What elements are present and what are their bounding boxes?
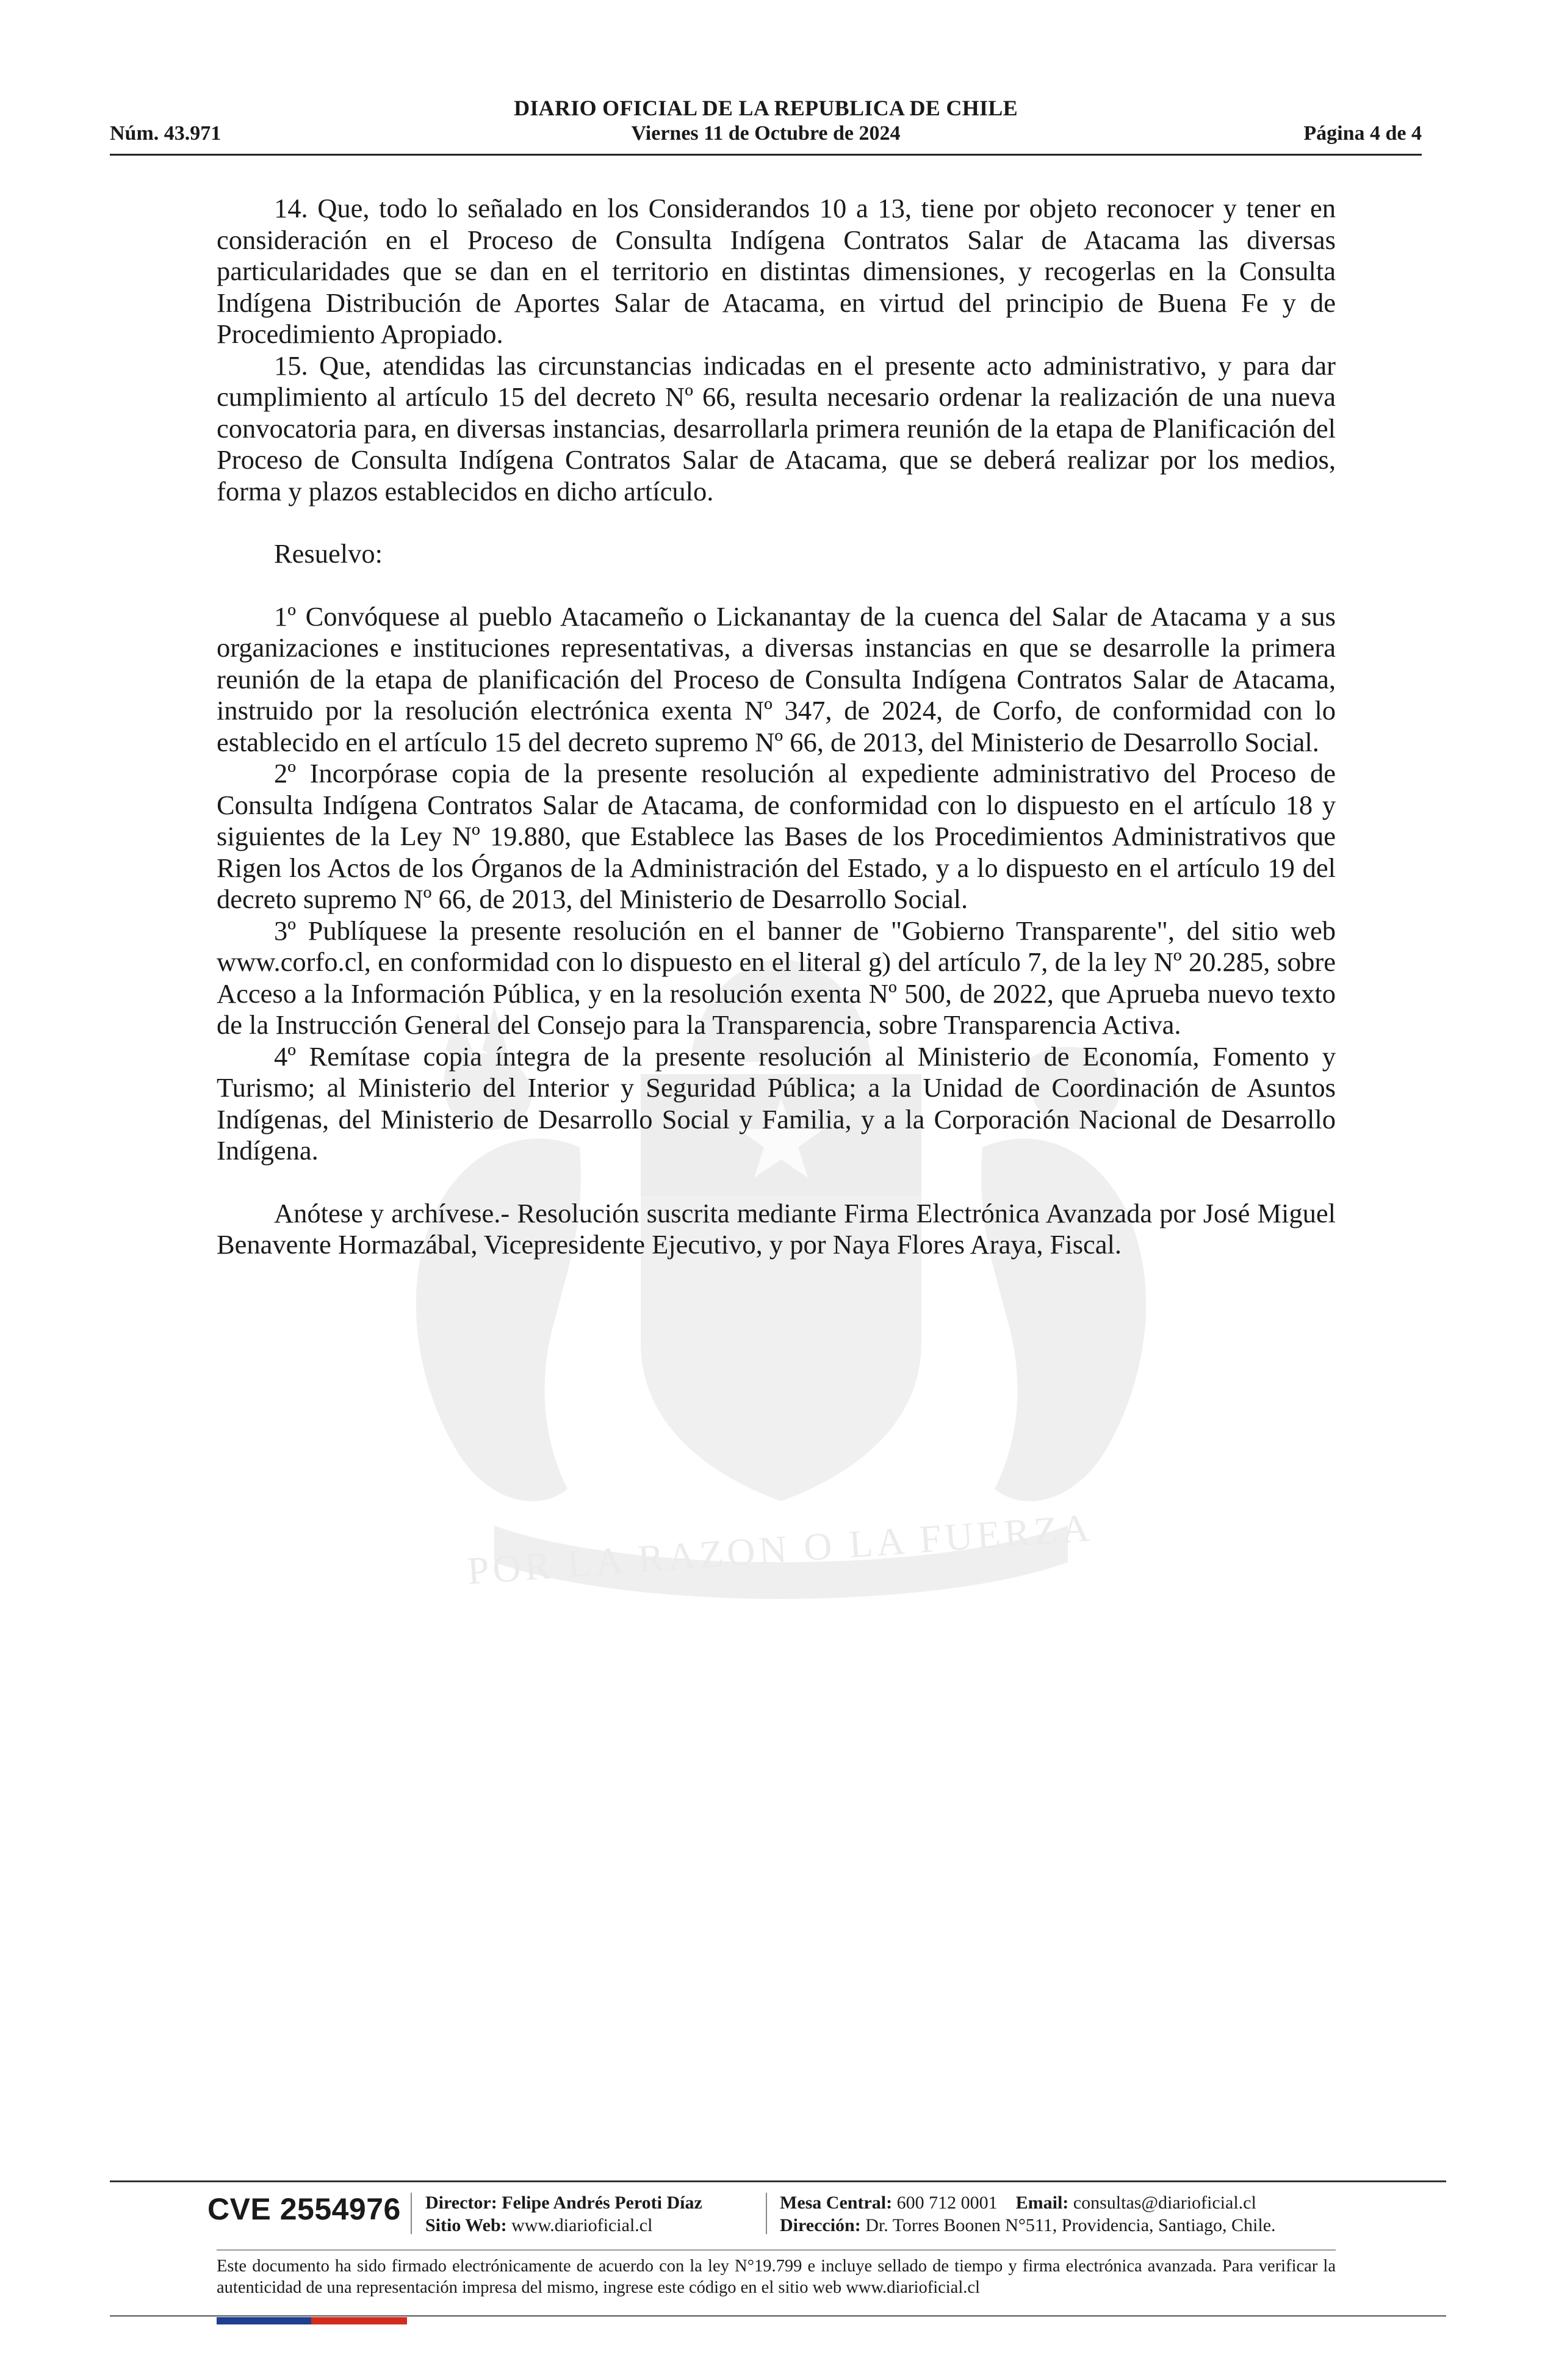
issue-date: Viernes 11 de Octubre de 2024: [631, 122, 901, 145]
director-label: Director:: [425, 2193, 497, 2213]
footer-divider-bottom: [110, 2315, 1446, 2317]
email-address[interactable]: consultas@diarioficial.cl: [1073, 2193, 1256, 2213]
mesa-phone: 600 712 0001: [896, 2193, 998, 2213]
issue-number: Núm. 43.971: [110, 122, 222, 145]
resolution-3: 3º Publíquese la presente resolución en el banner de "Gobierno Transparente", del sitio web www.corfo.cl, en conformidad con lo dispuesto en el literal g) del artículo 7, de la ley Nº 20.285, sobre Acceso a la Información Pública, y en la resolución exenta Nº 500, de 2022, que Aprueba nuevo texto de la Instrucción General del Consejo para la Transparencia, sobre Transparencia Activa.: [217, 915, 1336, 1040]
resolution-1: 1º Convóquese al pueblo Atacameño o Lickanantay de la cuenca del Salar de Atacama y a sus organizaciones e instituciones representativas, a diversas instancias en que se desarrolle la primera reunión de la etapa de planificación del Proceso de Consulta Indígena Contratos Salar de Atacama, instruido por la resolución electrónica exenta Nº 347, de 2024, de Corfo, de conformidad con lo establecido en el artículo 15 del decreto supremo Nº 66, de 2013, del Ministerio de Desarrollo Social.: [217, 600, 1336, 757]
resolution-2: 2º Incorpórase copia de la presente resolución al expediente administrativo del Proceso de Consulta Indígena Contratos Salar de Atacama, de conformidad con lo dispuesto en el artículo 18 y siguientes de la Ley Nº 19.880, que Establece las Bases de los Procedimientos Administrativos que Rigen los Actos de los Órganos de la Administración del Estado, y a lo dispuesto en el artículo 19 del decreto supremo Nº 66, de 2013, del Ministerio de Desarrollo Social.: [217, 758, 1336, 914]
verification-note: Este documento ha sido firmado electrónicamente de acuerdo con la ley N°19.799 e incluye sellado de tiempo y firma electrónica avanzada. Para verificar la autenticidad de una representación impresa del mismo, ingrese este código en el sitio web www.diarioficial.cl: [217, 2257, 1336, 2297]
header-row: [110, 122, 1422, 150]
director-name: Felipe Andrés Peroti Díaz: [502, 2193, 702, 2213]
page-number: Página 4 de 4: [1303, 122, 1422, 145]
mesa-label: Mesa Central:: [780, 2193, 893, 2213]
watermark-motto: POR LA RAZON O LA FUERZA: [466, 1506, 1095, 1593]
site-url[interactable]: www.diarioficial.cl: [511, 2215, 653, 2235]
considerando-14: 14. Que, todo lo señalado en los Considerandos 10 a 13, tiene por objeto reconocer y tener en consideración en el Proceso de Consulta Indígena Contratos Salar de Atacama las diversas particularidades que se dan en el territorio en distintas dimensiones, y recogerlas en la Consulta Indígena Distribución de Aportes Salar de Atacama, en virtud del principio de Buena Fe y de Procedimiento Apropiado.: [217, 193, 1336, 349]
flag-stripe-red: [311, 2317, 407, 2324]
address-label: Dirección:: [780, 2215, 861, 2235]
cve-code: CVE 2554976: [207, 2192, 401, 2226]
document-body: [217, 193, 1336, 1261]
footer-contact-block: [780, 2191, 1276, 2237]
resuelvo-heading: Resuelvo:: [274, 538, 383, 569]
footer-divider-top: [110, 2180, 1446, 2182]
footer-divider-mid: [217, 2249, 1336, 2251]
address-value: Dr. Torres Boonen N°511, Providencia, Santiago, Chile.: [865, 2215, 1276, 2235]
publication-title: DIARIO OFICIAL DE LA REPUBLICA DE CHILE: [514, 96, 1018, 120]
footer-separator: [411, 2193, 412, 2234]
email-label: Email:: [1015, 2193, 1069, 2213]
considerando-15: 15. Que, atendidas las circunstancias indicadas en el presente acto administrativo, y para dar cumplimiento al artículo 15 del decreto Nº 66, resulta necesario ordenar la realización de una nueva convocatoria para, en diversas instancias, desarrollarla primera reunión de la etapa de Planificación del Proceso de Consulta Indígena Contratos Salar de Atacama, que se deberá realizar por los medios, forma y plazos establecidos en dicho artículo.: [217, 350, 1336, 507]
resolution-4: 4º Remítase copia íntegra de la presente resolución al Ministerio de Economía, Fomento y Turismo; al Ministerio del Interior y Seguridad Pública; a la Unidad de Coordinación de Asuntos Indígenas, del Ministerio de Desarrollo Social y Familia, y a la Corporación Nacional de Desarrollo Indígena.: [217, 1040, 1336, 1166]
footer-separator: [766, 2193, 767, 2234]
footer-director-block: [425, 2191, 702, 2237]
header-divider: [110, 154, 1422, 156]
site-label: Sitio Web:: [425, 2215, 507, 2235]
flag-stripe-blue: [217, 2317, 311, 2324]
closing-signature: Anótese y archívese.- Resolución suscrita mediante Firma Electrónica Avanzada por José Miguel Benavente Hormazábal, Vicepresidente Ejecutivo, y por Naya Flores Araya, Fiscal.: [217, 1197, 1336, 1260]
